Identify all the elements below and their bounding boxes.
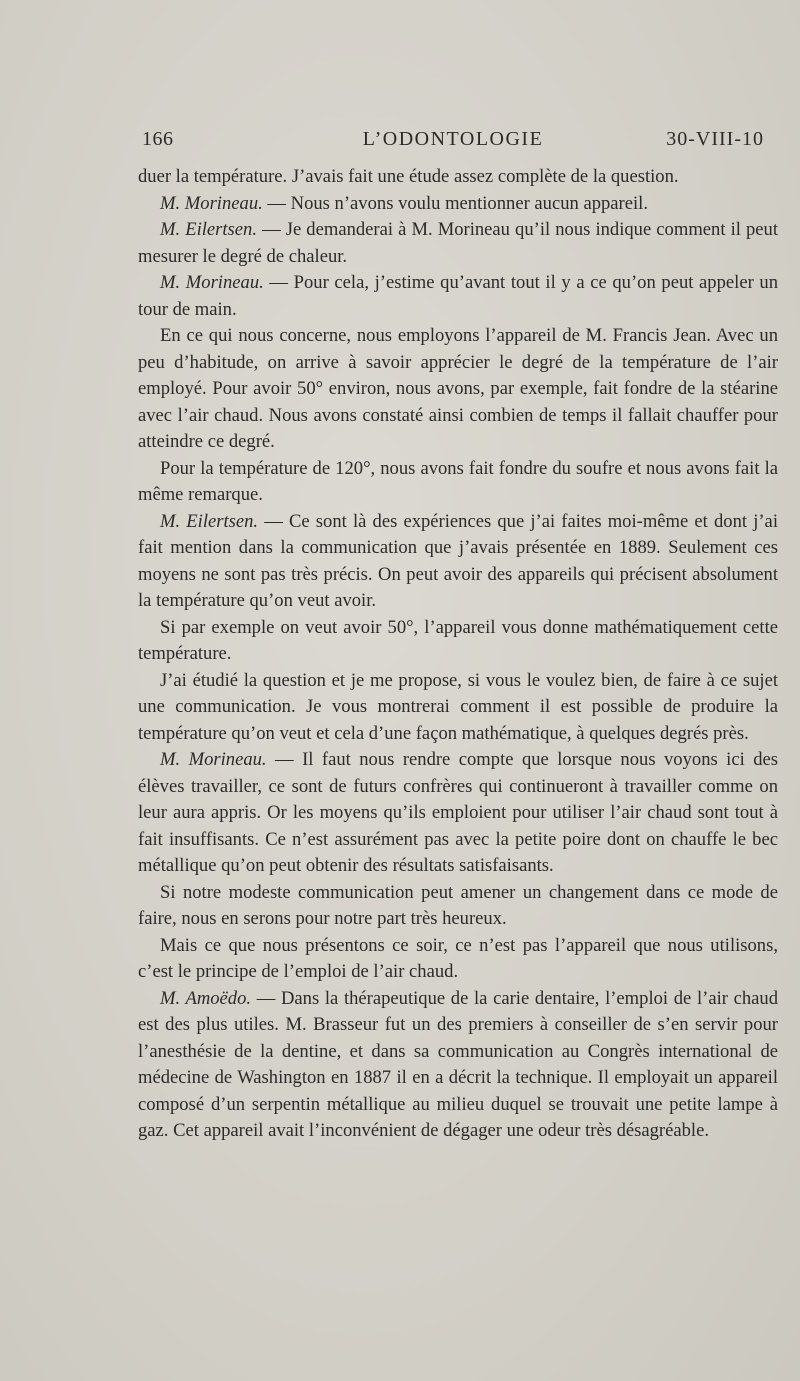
paragraph <box>138 217 778 270</box>
paragraph <box>138 747 778 880</box>
paragraph-text: — Ce sont là des expériences que j’ai faites moi-même et dont j’ai fait mention dans la communication que j’avais présentée en 1889. Seulement ces moyens ne sont pas très précis. On peut avoir des appareils qui précisent absolument la température qu’on veut avoir. <box>138 510 778 611</box>
speaker-name: M. Eilertsen. <box>160 219 257 240</box>
paragraph-text: Si par exemple on veut avoir 50°, l’appareil vous donne mathématiquement cette température. <box>138 616 778 664</box>
speaker-name: M. Amoëdo. <box>160 987 252 1009</box>
page-header <box>142 128 764 156</box>
speaker-name: M. Eilertsen. <box>160 510 259 532</box>
paragraph-text: Pour la température de 120°, nous avons fait fondre du soufre et nous avons fait la même remarque. <box>138 457 778 505</box>
body-text <box>138 164 778 1145</box>
paragraph-text: — Nous n’avons voulu mentionner aucun appareil. <box>262 192 648 214</box>
page-number: 166 <box>142 128 174 150</box>
paragraph-text: En ce qui nous concerne, nous employons l’appareil de M. Francis Jean. Avec un peu d’habitude, on arrive à savoir apprécier le degré de la température de l’air employé. Pour avoir 50° environ, nous avons, par exemple, fait fondre de la stéarine avec l’air chaud. Nous avons constaté ainsi combien de temps il fallait chauffer pour atteindre ce degré. <box>138 325 778 452</box>
paragraph <box>138 880 778 933</box>
speaker-name: M. Morineau. <box>160 192 263 214</box>
paragraph-text: duer la température. J’avais fait une étude assez complète de la question. <box>138 166 679 187</box>
paragraph-text: — Pour cela, j’estime qu’avant tout il y a ce qu’on peut appeler un tour de main. <box>138 272 779 320</box>
paragraph-text: J’ai étudié la question et je me propose, si vous le voulez bien, de faire à ce sujet une communication. Je vous montrerai comment il est possible de produire la température qu’on veut et cela d’une façon mathématique, à quelques degrés près. <box>138 669 778 744</box>
paragraph-text: — Je demanderai à M. Morineau qu’il nous indique comment il peut mesurer le degré de chaleur. <box>138 219 778 267</box>
paragraph <box>138 509 778 615</box>
paragraph-text: — Dans la thérapeutique de la carie dentaire, l’emploi de l’air chaud est des plus utiles. M. Brasseur fut un des premiers à conseiller de s’en servir pour l’anesthésie de la dentine, et dans sa communication au Congrès international de médecine de Washington en 1887 il en a décrit la technique. Il employait un appareil composé d’un serpentin métallique au milieu duquel se trouvait une petite lampe à gaz. Cet appareil avait l’inconvénient de dégager une odeur très désagréable. <box>138 987 778 1141</box>
running-title: L’ODONTOLOGIE <box>362 128 544 150</box>
issue-date: 30-VIII-10 <box>666 128 764 150</box>
paragraph-text: Si notre modeste communication peut amener un changement dans ce mode de faire, nous en serons pour notre part très heureux. <box>138 881 778 929</box>
paragraph-text: — Il faut nous rendre compte que lorsque nous voyons ici des élèves travailler, ce sont de futurs confrères qui continueront à travailler comme on leur aura appris. Or les moyens qu’ils emploient pour utiliser l’air chaud sont tout à fait insuffisants. Ce n’est assurément pas avec la petite poire dont on chauffe le bec métallique qu’on peut obtenir des résultats satisfaisants. <box>138 749 779 876</box>
paragraph <box>138 164 778 191</box>
paragraph <box>138 986 778 1145</box>
paragraph <box>138 323 778 456</box>
paragraph <box>138 270 778 323</box>
paragraph <box>138 456 778 509</box>
speaker-name: M. Morineau. <box>160 272 264 293</box>
speaker-name: M. Morineau. <box>160 749 267 770</box>
paragraph-text: Mais ce que nous présentons ce soir, ce n’est pas l’appareil que nous utilisons, c’est le principe de l’emploi de l’air chaud. <box>138 934 778 982</box>
paragraph <box>138 191 778 218</box>
paragraph <box>138 668 778 748</box>
paragraph <box>138 615 778 668</box>
paragraph <box>138 933 778 986</box>
